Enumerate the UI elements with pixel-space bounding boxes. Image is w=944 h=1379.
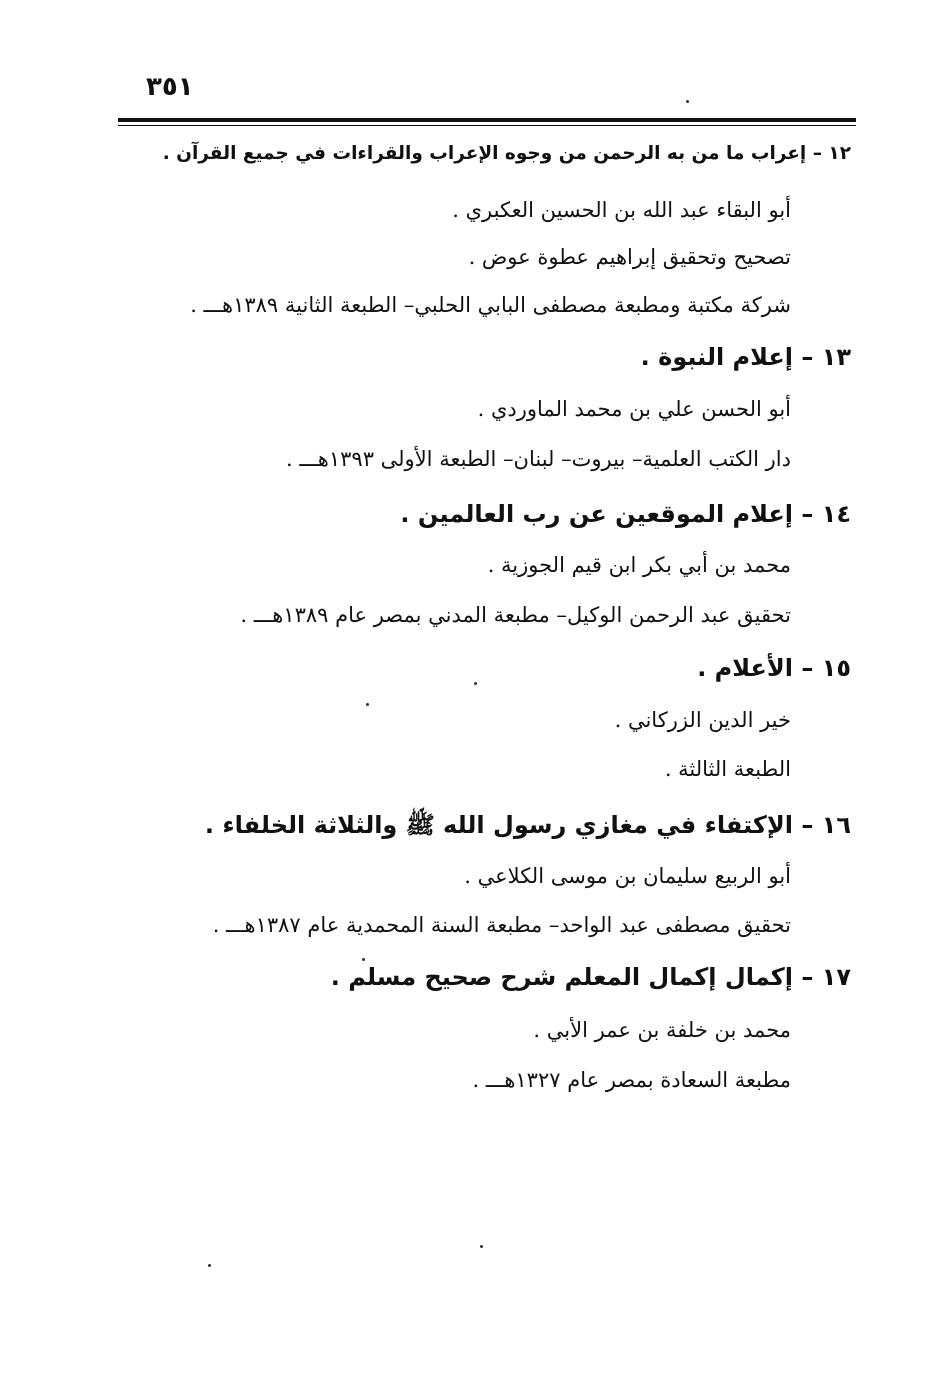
entry-publisher: دار الكتب العلمية– بيروت– لبنان– الطبعة الأولى ١٣٩٣هـــ . (285, 447, 791, 471)
page-number: ٣٥١ (146, 72, 194, 102)
entry-publisher: تحقيق مصطفى عبد الواحد– مطبعة السنة المحمدية عام ١٣٨٧هـــ . (212, 913, 791, 937)
header-rule-thick (118, 118, 856, 122)
entry-author: خير الدين الزركاني . (614, 708, 791, 732)
entry-heading: ١٦ – الإكتفاء في مغازي رسول الله ﷺ والثلاثة الخلفاء . (204, 811, 851, 839)
entry-heading: ١٧ – إكمال إكمال المعلم شرح صحيح مسلم . (330, 963, 851, 991)
entry-heading: ١٥ – الأعلام . (697, 654, 851, 682)
scan-speck (362, 958, 365, 961)
entry-author: محمد بن خلفة بن عمر الأبي . (533, 1018, 791, 1042)
scan-speck (686, 100, 689, 103)
entry-publisher: مطبعة السعادة بمصر عام ١٣٢٧هـــ . (472, 1068, 791, 1092)
entry-publisher: تحقيق عبد الرحمن الوكيل– مطبعة المدني بمصر عام ١٣٨٩هـــ . (240, 603, 791, 627)
scan-speck (474, 682, 477, 685)
entry-author: أبو الربيع سليمان بن موسى الكلاعي . (464, 864, 791, 888)
entry-publisher: شركة مكتبة ومطبعة مصطفى البابي الحلبي– الطبعة الثانية ١٣٨٩هـــ . (190, 293, 791, 317)
scan-speck (480, 1245, 483, 1248)
entry-edition: الطبعة الثالثة . (664, 757, 791, 781)
entry-author: محمد بن أبي بكر ابن قيم الجوزية . (487, 553, 791, 577)
entry-author: أبو الحسن علي بن محمد الماوردي . (477, 397, 791, 421)
entry-heading: ١٤ – إعلام الموقعين عن رب العالمين . (400, 500, 851, 528)
scan-speck (366, 703, 369, 706)
entry-author: أبو البقاء عبد الله بن الحسين العكبري . (452, 198, 791, 222)
scan-speck (208, 1264, 211, 1267)
entry-heading: ١٢ – إعراب ما من به الرحمن من وجوه الإعراب والقراءات في جميع القرآن . (162, 143, 851, 164)
entry-heading: ١٣ – إعلام النبوة . (640, 343, 851, 371)
entry-editor: تصحيح وتحقيق إبراهيم عطوة عوض . (468, 245, 791, 269)
header-rule-thin (118, 125, 856, 126)
